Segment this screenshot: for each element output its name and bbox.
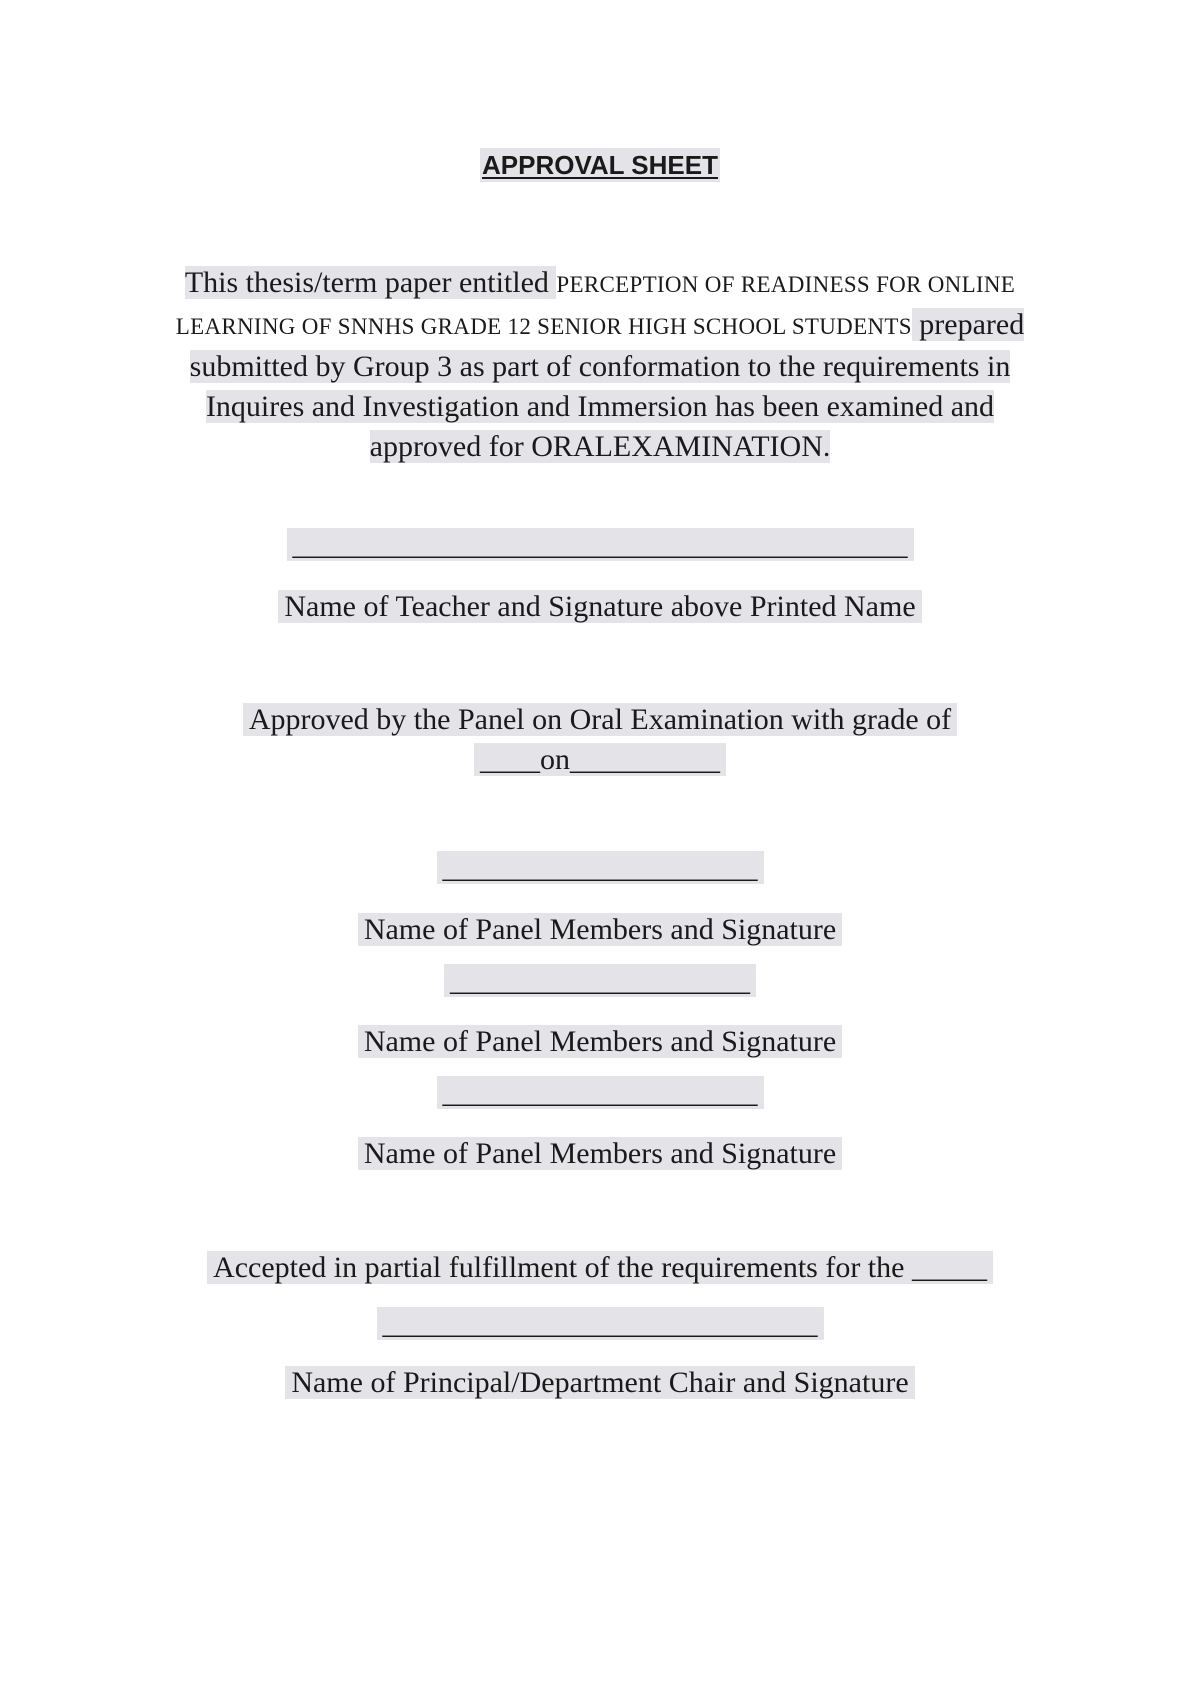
intro-rest: prepared submitted by Group 3 as part of conformation to the requirements in Inquires and Investigation and Immersion has been examined and approved for ORALEXAMINATION. (189, 308, 1025, 463)
intro-lead: This thesis/term paper entitled (184, 266, 557, 299)
panel-member-caption: Name of Panel Members and Signature (358, 1025, 842, 1058)
principal-signature-line (0, 1304, 1200, 1344)
panel-member-caption: Name of Panel Members and Signature (358, 913, 842, 946)
panel-member-3-caption (0, 1134, 1200, 1174)
principal-signature-blank: _____________________________ (377, 1307, 824, 1340)
acceptance-line (0, 1248, 1200, 1288)
title-text: APPROVAL SHEET (482, 150, 718, 180)
teacher-caption (0, 587, 1200, 627)
panel-member-signature-blank: _____________________ (437, 851, 764, 884)
panel-member-3-line (0, 1073, 1200, 1113)
panel-member-2-caption (0, 1022, 1200, 1062)
teacher-signature-blank: _________________________________________ (287, 528, 914, 561)
panel-member-signature-blank: _____________________ (437, 1076, 764, 1109)
panel-member-1-caption (0, 910, 1200, 950)
teacher-caption-text: Name of Teacher and Signature above Printed Name (278, 590, 921, 623)
intro-paragraph (150, 263, 1050, 467)
teacher-signature-line (0, 525, 1200, 565)
principal-caption-text: Name of Principal/Department Chair and Signature (285, 1366, 914, 1399)
panel-approval-text: Approved by the Panel on Oral Examination with grade of (243, 703, 957, 736)
panel-member-1-line (0, 848, 1200, 888)
panel-member-signature-blank: ____________________ (444, 964, 756, 997)
panel-member-caption: Name of Panel Members and Signature (358, 1137, 842, 1170)
page-title (0, 146, 1200, 184)
panel-approval-line-1 (0, 700, 1200, 740)
principal-caption (0, 1363, 1200, 1403)
thesis-title: PERCEPTION OF READINESS FOR ONLINE LEARNING OF SNNHS GRADE 12 SENIOR HIGH SCHOOL STUDENTS (175, 272, 1016, 339)
grade-date-blanks: ____on__________ (474, 743, 726, 776)
panel-member-2-line (0, 961, 1200, 1001)
acceptance-text: Accepted in partial fulfillment of the requirements for the _____ (207, 1251, 993, 1284)
panel-approval-line-2 (0, 740, 1200, 780)
